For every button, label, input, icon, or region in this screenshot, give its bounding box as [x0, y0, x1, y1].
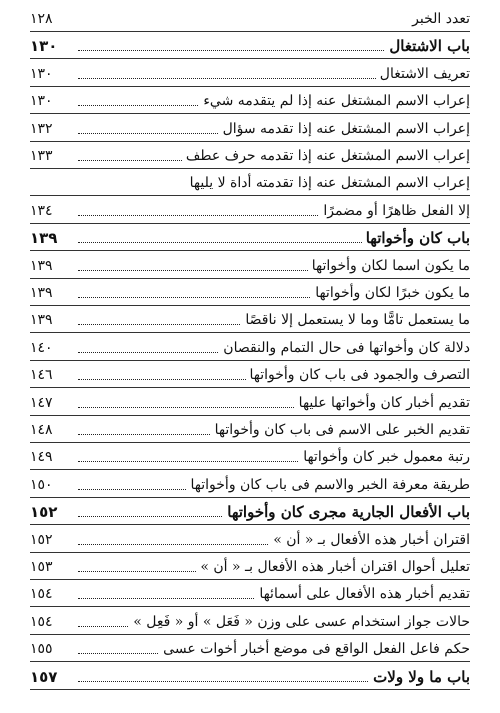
toc-entry [0, 307, 500, 333]
row-divider [30, 661, 470, 662]
page-number: ١٤٨ [30, 422, 53, 438]
chapter-entry [0, 499, 500, 525]
entry-title: دلالة كان وأخواتها فى حال التمام والنقصان [219, 335, 470, 361]
toc-entry [0, 253, 500, 279]
entry-title: ما يستعمل تامًّا وما لا يستعمل إلا ناقصًا [241, 307, 470, 333]
chapter-entry [0, 664, 500, 690]
toc-entry [0, 472, 500, 498]
entry-title: إعراب الاسم المشتغل عنه إذا تقدمه حرف عطف [182, 143, 470, 169]
row-divider [30, 524, 470, 525]
toc-entry [0, 88, 500, 114]
page-number: ١٣٠ [30, 37, 58, 56]
row-divider [30, 223, 470, 224]
toc-entry [0, 527, 500, 553]
row-divider [30, 634, 470, 635]
entry-title: طريقة معرفة الخبر والاسم فى باب كان وأخواتها [187, 472, 470, 498]
toc-entry [0, 581, 500, 607]
page-number: ١٥٣ [30, 559, 53, 575]
row-divider [30, 442, 470, 443]
chapter-title: باب الاشتغال [385, 33, 470, 59]
toc-entry [0, 198, 500, 224]
entry-title: تعدد الخبر [408, 6, 470, 32]
entry-title: ما يكون اسما لكان وأخواتها [308, 253, 470, 279]
page-number: ١٤٧ [30, 394, 53, 411]
entry-title: تعليل أحوال اقتران أخبار هذه الأفعال بـ « أن » [196, 554, 470, 580]
row-divider [30, 86, 470, 87]
row-divider [30, 58, 470, 59]
toc-entry [0, 609, 500, 635]
entry-title: إعراب الاسم المشتغل عنه إذا تقدمه سؤال [219, 116, 470, 142]
page-number: ١٣٩ [30, 257, 53, 274]
toc-entry [0, 554, 500, 580]
entry-title: حالات جواز استخدام عسى على وزن « فَعَل » أو « فَعِل » [129, 609, 470, 635]
toc-entry [0, 417, 500, 443]
chapter-title: باب كان وأخواتها [362, 225, 470, 251]
page-number: ١٥٧ [30, 667, 58, 686]
toc-entry [0, 335, 500, 361]
entry-title: تقديم أخبار هذه الأفعال على أسمائها [255, 581, 470, 607]
page-number: ١٣٠ [30, 65, 53, 82]
toc-entry [0, 6, 500, 32]
toc-entry [0, 390, 500, 416]
entry-title: اقتران أخبار هذه الأفعال بـ « أن » [269, 527, 470, 553]
page-number: ١٥٤ [30, 586, 53, 603]
page-number: ١٥٢ [30, 531, 53, 548]
toc-entry [0, 170, 500, 196]
entry-title: تقديم أخبار كان وأخواتها عليها [295, 390, 470, 416]
row-divider [30, 332, 470, 333]
row-divider [30, 579, 470, 580]
entry-title: ما يكون خبرًا لكان وأخواتها [311, 280, 470, 306]
toc-entry [0, 444, 500, 470]
entry-title: حكم فاعل الفعل الواقع فى موضع أخبار أخوات عسى [159, 636, 470, 662]
page-number: ١٣٠ [30, 93, 53, 110]
row-divider [30, 305, 470, 306]
row-divider [30, 141, 470, 142]
row-divider [30, 195, 470, 196]
row-divider [30, 469, 470, 470]
entry-title: إعراب الاسم المشتغل عنه إذا لم يتقدمه شيء [199, 88, 470, 114]
chapter-entry [0, 225, 500, 251]
entry-title: إلا الفعل ظاهرًا أو مضمرًا [319, 198, 470, 224]
entry-title: إعراب الاسم المشتغل عنه إذا تقدمته أداة لا يليها [186, 170, 470, 196]
row-divider [30, 415, 470, 416]
row-divider [30, 168, 470, 169]
toc-entry [0, 362, 500, 388]
toc-entry [0, 280, 500, 306]
page-number: ١٣٩ [30, 229, 58, 248]
page-number: ١٢٨ [30, 11, 53, 27]
page-number: ١٤٠ [30, 339, 53, 356]
row-divider [30, 113, 470, 114]
row-divider [30, 552, 470, 553]
page-number: ١٥٢ [30, 503, 58, 522]
page-number: ١٥٤ [30, 613, 53, 630]
page-number: ١٤٦ [30, 367, 53, 384]
row-divider [30, 387, 470, 388]
chapter-entry [0, 33, 500, 59]
toc-entry [0, 61, 500, 87]
entry-title: تقديم الخبر على الاسم فى باب كان وأخواتها [211, 417, 470, 443]
row-divider [30, 606, 470, 607]
chapter-title: باب الأفعال الجارية مجرى كان وأخواتها [223, 499, 470, 525]
page-number: ١٥٥ [30, 641, 53, 658]
row-divider [30, 250, 470, 251]
row-divider [30, 278, 470, 279]
page-number: ١٤٩ [30, 449, 53, 466]
row-divider [30, 689, 470, 690]
page-number: ١٣٩ [30, 312, 53, 329]
entry-title: رتبة معمول خبر كان وأخواتها [299, 444, 470, 470]
page-number: ١٣٣ [30, 148, 53, 164]
page-number: ١٣٩ [30, 285, 53, 301]
row-divider [30, 360, 470, 361]
toc-entry [0, 143, 500, 169]
row-divider [30, 31, 470, 32]
page-number: ١٥٠ [30, 476, 53, 493]
page-number: ١٣٤ [30, 202, 53, 219]
entry-title: التصرف والجمود فى باب كان وأخواتها [246, 362, 470, 388]
toc-entry [0, 116, 500, 142]
toc-entry [0, 636, 500, 662]
chapter-title: باب ما ولا ولات [369, 664, 470, 690]
page-number: ١٣٢ [30, 120, 53, 137]
row-divider [30, 497, 470, 498]
entry-title: تعريف الاشتغال [376, 61, 470, 87]
